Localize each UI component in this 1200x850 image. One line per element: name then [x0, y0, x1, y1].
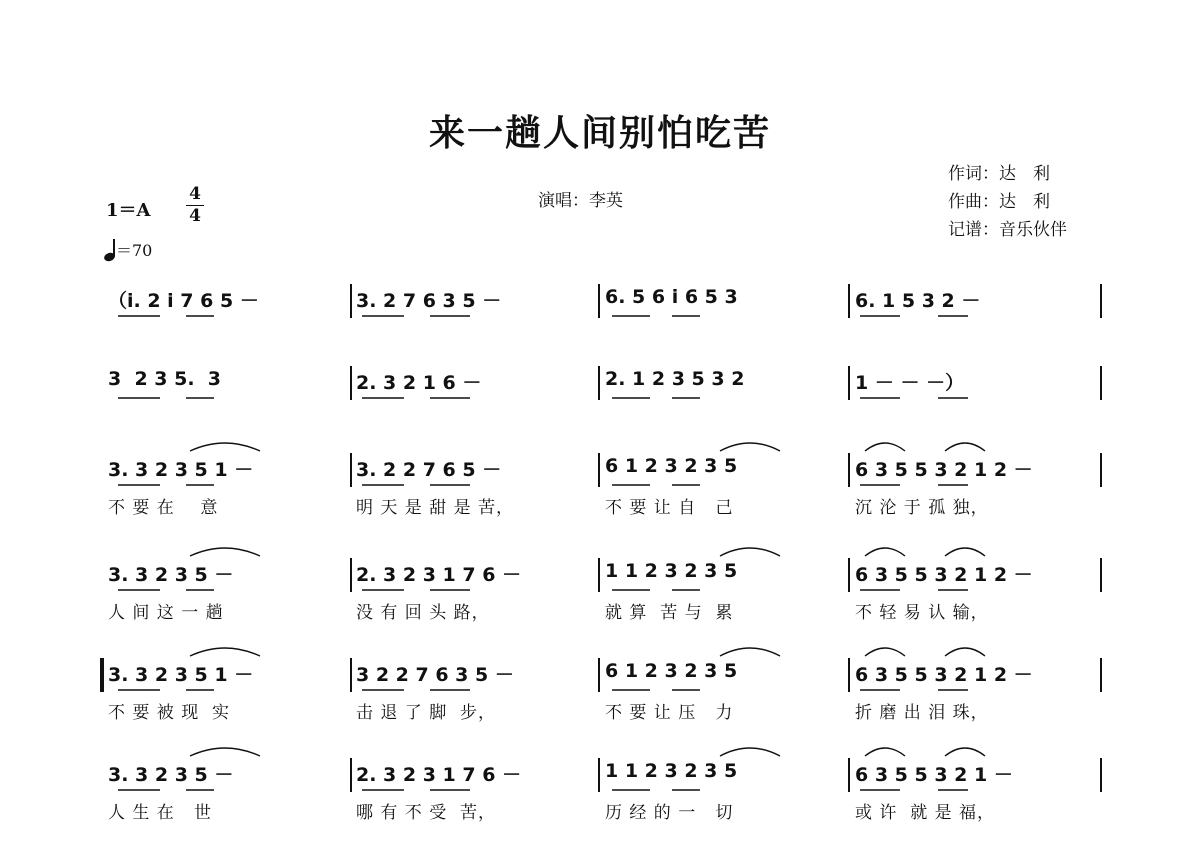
- measure-lyrics: 不 要 被 现 实: [108, 703, 231, 723]
- slur: [865, 443, 905, 451]
- lyricist-credit: 作词：达 利: [948, 164, 1050, 184]
- measure-notes: 3. 3 2 3 5 1 －: [108, 459, 254, 481]
- slur: [190, 748, 260, 756]
- measure-lyrics: 人 生 在 世: [108, 803, 213, 823]
- measure-notes: 3 2 3 5. 3: [108, 368, 222, 390]
- transcriber-credit: 记谱：音乐伙伴: [948, 220, 1067, 240]
- key-signature: 1＝A: [106, 200, 151, 221]
- measure-notes: 1 1 2 3 2 3 5: [605, 760, 738, 782]
- measure-lyrics: 击 退 了 脚 步，: [356, 703, 497, 723]
- measure-notes: 2. 1 2 3 5 3 2: [605, 368, 745, 390]
- slur: [865, 548, 905, 556]
- slur: [720, 548, 780, 556]
- measure-notes: 6 1 2 3 2 3 5: [605, 660, 738, 682]
- measure-notes: 6. 1 5 3 2 －: [855, 290, 981, 312]
- slur: [190, 548, 260, 556]
- slurs: [190, 443, 985, 756]
- measure-lyrics: 不 要 让 自 己: [605, 498, 734, 518]
- measure-notes: 3. 3 2 3 5 －: [108, 764, 234, 786]
- slur: [945, 748, 985, 756]
- underlines: [118, 316, 968, 790]
- measure-notes: 6 1 2 3 2 3 5: [605, 455, 738, 477]
- measure-lyrics: 不 轻 易 认 输，: [855, 603, 989, 623]
- time-signature-top: 4: [189, 184, 201, 204]
- measure-notes: 1 1 2 3 2 3 5: [605, 560, 738, 582]
- measure-lyrics: 人 间 这 一 趟: [108, 603, 224, 623]
- measure-lyrics: 哪 有 不 受 苦，: [356, 803, 497, 823]
- measure-notes: 3. 3 2 3 5 1 －: [108, 664, 254, 686]
- measure-notes: 6 3 5 5 3 2 1 －: [855, 764, 1013, 786]
- measure-notes: 3 2 2 7 6 3 5 －: [356, 664, 514, 686]
- measure-notes: 1 － － －）: [855, 372, 965, 394]
- measure-lyrics: 或 许 就 是 福，: [855, 803, 996, 823]
- measure-lyrics: 折 磨 出 泪 珠，: [855, 703, 989, 723]
- measure-lyrics: 明 天 是 甜 是 苦，: [356, 498, 515, 518]
- slur: [945, 548, 985, 556]
- measure-lyrics: 沉 沦 于 孤 独，: [855, 498, 989, 518]
- measure-lyrics: 没 有 回 头 路，: [356, 603, 490, 623]
- measure-notes: 6 3 5 5 3 2 1 2 －: [855, 664, 1033, 686]
- measure-lyrics: 不 要 在 意: [108, 498, 219, 518]
- slur: [865, 648, 905, 656]
- measure-notes: 2. 3 2 3 1 7 6 －: [356, 764, 522, 786]
- measure-lyrics: 不 要 让 压 力: [605, 703, 734, 723]
- measure-notes: 2. 3 2 1 6 －: [356, 372, 482, 394]
- slur: [190, 443, 260, 451]
- slur: [945, 443, 985, 451]
- song-title: 来一趟人间别怕吃苦: [428, 113, 771, 154]
- measure-lyrics: 历 经 的 一 切: [605, 803, 734, 823]
- time-signature-bottom: 4: [189, 206, 201, 226]
- slur: [720, 648, 780, 656]
- composer-credit: 作曲：达 利: [948, 192, 1050, 212]
- measure-notes: 3. 2 2 7 6 5 －: [356, 459, 502, 481]
- slur: [190, 648, 260, 656]
- measure-notes: （i. 2 i 7 6 5 －: [108, 290, 259, 312]
- measure-notes: 2. 3 2 3 1 7 6 －: [356, 564, 522, 586]
- singer-credit: 演唱：李英: [538, 191, 623, 211]
- measure-notes: 6. 5 6 i 6 5 3: [605, 286, 738, 308]
- slur: [720, 443, 780, 451]
- slur: [945, 648, 985, 656]
- measure-notes: 3. 3 2 3 5 －: [108, 564, 234, 586]
- measure-notes: 3. 2 7 6 3 5 －: [356, 290, 502, 312]
- slur: [720, 748, 780, 756]
- measure-lyrics: 就 算 苦 与 累: [605, 603, 734, 623]
- measure-notes: 6 3 5 5 3 2 1 2 －: [855, 564, 1033, 586]
- tempo-value: ＝70: [116, 241, 153, 260]
- slur: [865, 748, 905, 756]
- measure-notes: 6 3 5 5 3 2 1 2 －: [855, 459, 1033, 481]
